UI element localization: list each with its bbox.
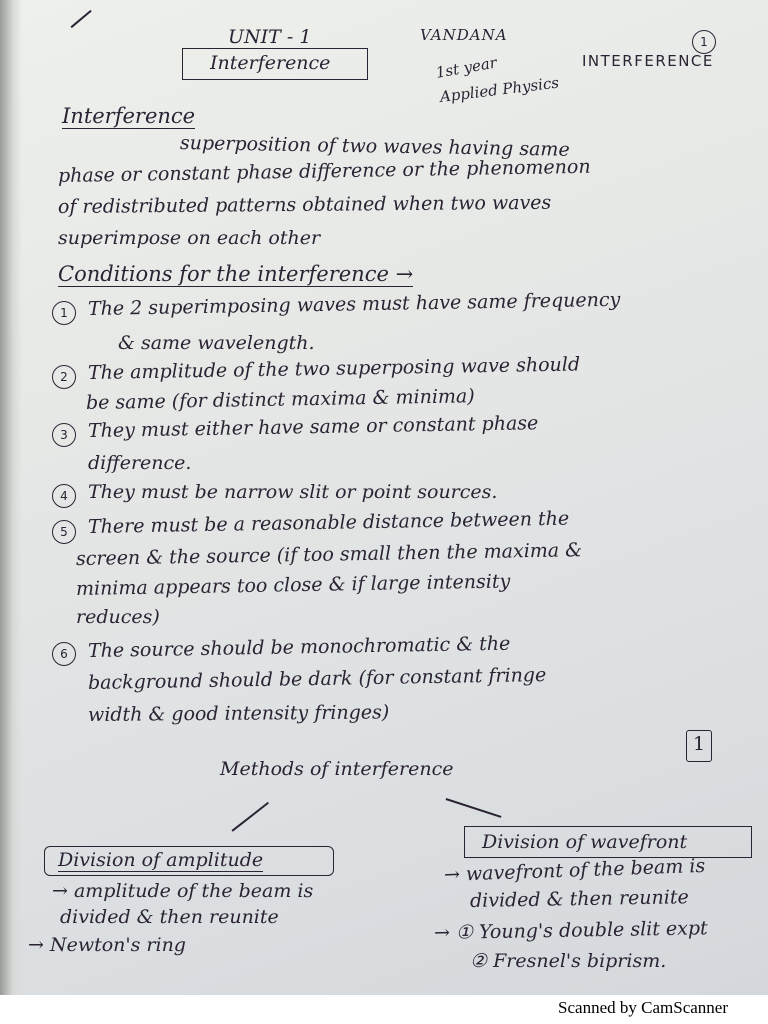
condition-6-line-3: width & good intensity fringes) bbox=[87, 701, 390, 726]
wavefront-line-3: → ① Young's double slit expt bbox=[433, 917, 708, 944]
condition-number: 5 bbox=[52, 520, 76, 544]
condition-number: 3 bbox=[52, 423, 76, 447]
unit-label: UNIT - 1 bbox=[228, 26, 312, 48]
condition-number: 2 bbox=[52, 365, 76, 389]
year-label: 1st year bbox=[434, 53, 499, 82]
condition-number: 6 bbox=[52, 642, 76, 666]
condition-2-line-1: The amplitude of the two superposing wave should bbox=[87, 353, 581, 384]
scanner-watermark: Scanned by CamScanner bbox=[558, 998, 728, 1017]
wavefront-title: Division of wavefront bbox=[482, 831, 688, 853]
condition-number: 4 bbox=[52, 484, 76, 508]
wavefront-line-4: ② Fresnel's biprism. bbox=[470, 950, 667, 972]
definition-line-2: phase or constant phase difference or the phenomenon bbox=[57, 155, 591, 187]
condition-3-line-1: They must either have same or constant phase bbox=[87, 412, 539, 442]
condition-1-line-2: & same wavelength. bbox=[118, 332, 315, 354]
definition-line-1: superposition of two waves having same bbox=[179, 132, 570, 161]
definition-line-4: superimpose on each other bbox=[58, 227, 321, 249]
methods-heading: Methods of interference bbox=[220, 758, 454, 780]
condition-5-line-2: screen & the source (if too small then the maxima & bbox=[75, 539, 583, 570]
amplitude-line-2: divided & then reunite bbox=[60, 906, 279, 928]
condition-number: 1 bbox=[52, 301, 76, 325]
page-number: 1 bbox=[692, 30, 716, 54]
amplitude-title: Division of amplitude bbox=[58, 849, 264, 871]
wavefront-line-1: → wavefront of the beam is bbox=[443, 854, 706, 886]
branch-stroke-right bbox=[446, 798, 502, 817]
conditions-heading: Conditions for the interference → bbox=[58, 262, 414, 286]
condition-6-line-2: background should be dark (for constant fringe bbox=[87, 664, 547, 694]
wavefront-line-2: divided & then reunite bbox=[469, 886, 689, 912]
condition-4-line-1: They must be narrow slit or point sources. bbox=[88, 481, 498, 503]
condition-3-line-2: difference. bbox=[88, 452, 192, 474]
page-edge-shadow bbox=[0, 0, 22, 995]
subject-label: Applied Physics bbox=[438, 73, 560, 106]
condition-2-line-2: be same (for distinct maxima & minima) bbox=[85, 385, 475, 414]
page-mark: 1 bbox=[693, 733, 706, 755]
amplitude-line-3: → Newton's ring bbox=[28, 934, 186, 956]
branch-stroke-left bbox=[232, 802, 269, 832]
condition-6-line-1: The source should be monochromatic & the bbox=[87, 632, 511, 662]
definition-heading: Interference bbox=[62, 104, 196, 128]
author-name: VANDANA bbox=[420, 26, 508, 44]
topic-label: INTERFERENCE bbox=[582, 52, 714, 70]
condition-5-line-3: minima appears too close & if large intensity bbox=[75, 570, 511, 600]
condition-5-line-4: reduces) bbox=[76, 606, 160, 628]
condition-1-line-1: The 2 superimposing waves must have same frequency bbox=[87, 288, 621, 320]
corner-mark bbox=[71, 10, 92, 28]
title-boxed: Interference bbox=[210, 52, 331, 74]
condition-5-line-1: There must be a reasonable distance between the bbox=[87, 507, 570, 538]
amplitude-line-1: → amplitude of the beam is bbox=[52, 880, 314, 902]
definition-line-3: of redistributed patterns obtained when two waves bbox=[57, 191, 552, 218]
